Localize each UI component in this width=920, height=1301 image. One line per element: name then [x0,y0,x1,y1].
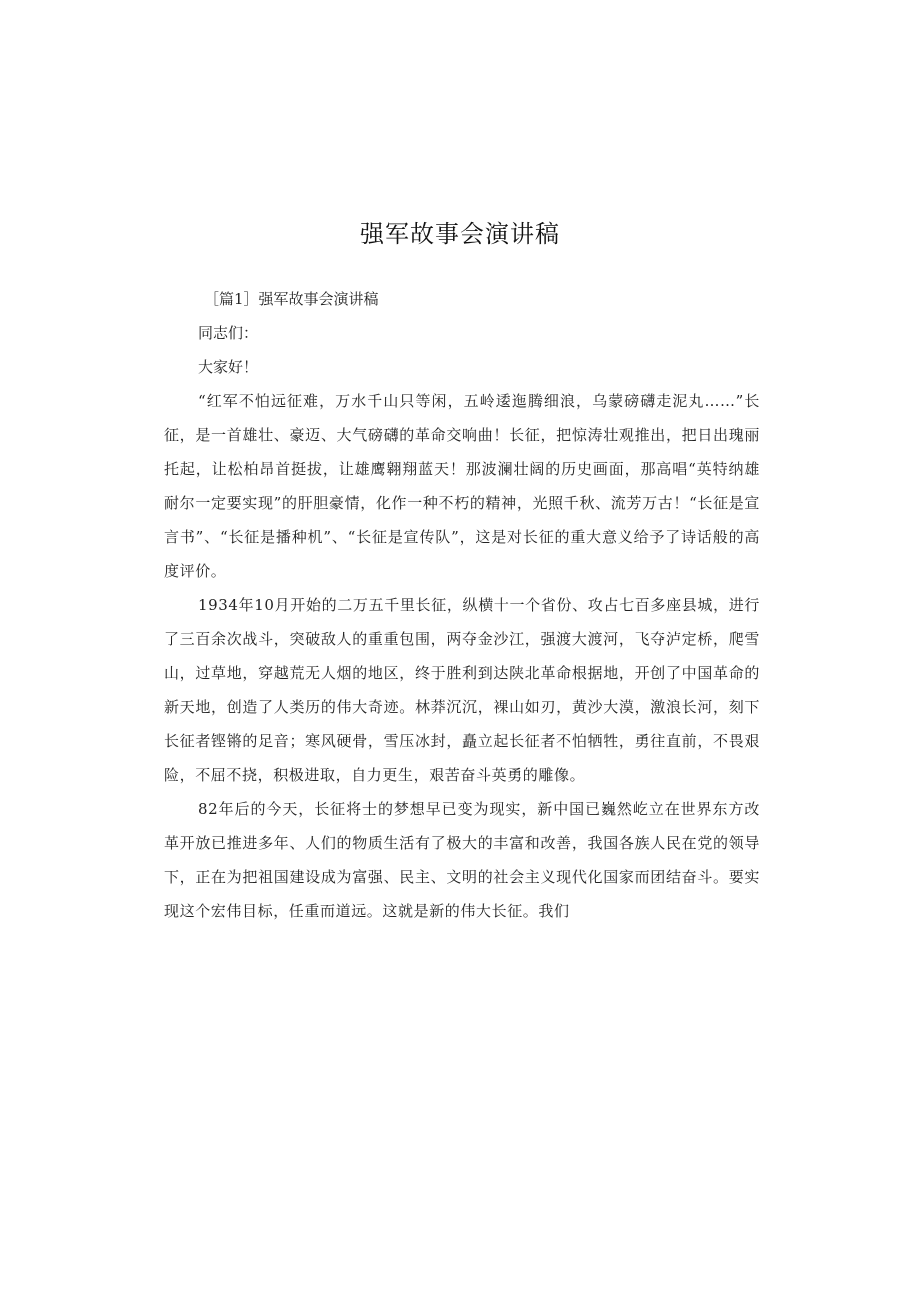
section-heading: ［篇1］强军故事会演讲稿 [204,290,379,308]
paragraph-new-long-march: 82年后的今天，长征将士的梦想早已变为现实，新中国已巍然屹立在世界东方改革开放已推进多年、人们的物质生活有了极大的丰富和改善，我国各族人民在党的领导下，正在为把祖国建设成为富强、民主、文明的社会主义现代化国家而团结奋斗。要实现这个宏伟目标，任重而道远。这就是新的伟大长征。我们 [164,800,760,920]
greeting: 大家好！ [198,358,259,376]
page-title: 强军故事会演讲稿 [360,220,560,248]
paragraph-long-march-history: 1934年10月开始的二万五千里长征，纵横十一个省份、攻占七百多座县城，进行了三百余次战斗，突破敌人的重重包围，两夺金沙江，强渡大渡河，飞夺泸定桥，爬雪山，过草地，穿越荒无人烟的地区，终于胜利到达陕北革命根据地，开创了中国革命的新天地，创造了人类历的伟大奇迹。林莽沉沉，裸山如刃，黄沙大漠，激浪长河，刻下长征者铿锵的足音；寒风硬骨，雪压冰封，矗立起长征者不怕牺牲，勇往直前，不畏艰险，不屈不挠，积极进取，自力更生，艰苦奋斗英勇的雕像。 [164,596,760,784]
paragraph-long-march-poem: “红军不怕远征难，万水千山只等闲，五岭逶迤腾细浪，乌蒙磅礴走泥丸……”长征，是一首雄壮、豪迈、大气磅礴的革命交响曲！长征，把惊涛壮观推出，把日出瑰丽托起，让松柏昂首挺拔，让雄鹰翱翔蓝天！那波澜壮阔的历史画面，那高唱“英特纳雄耐尔一定要实现”的肝胆豪情，化作一种不朽的精神，光照千秋、流芳万古！“长征是宣言书”、“长征是播种机”、“长征是宣传队”，这是对长征的重大意义给予了诗话般的高度评价。 [164,392,760,580]
document-body [164,282,760,928]
salutation: 同志们： [198,324,259,342]
